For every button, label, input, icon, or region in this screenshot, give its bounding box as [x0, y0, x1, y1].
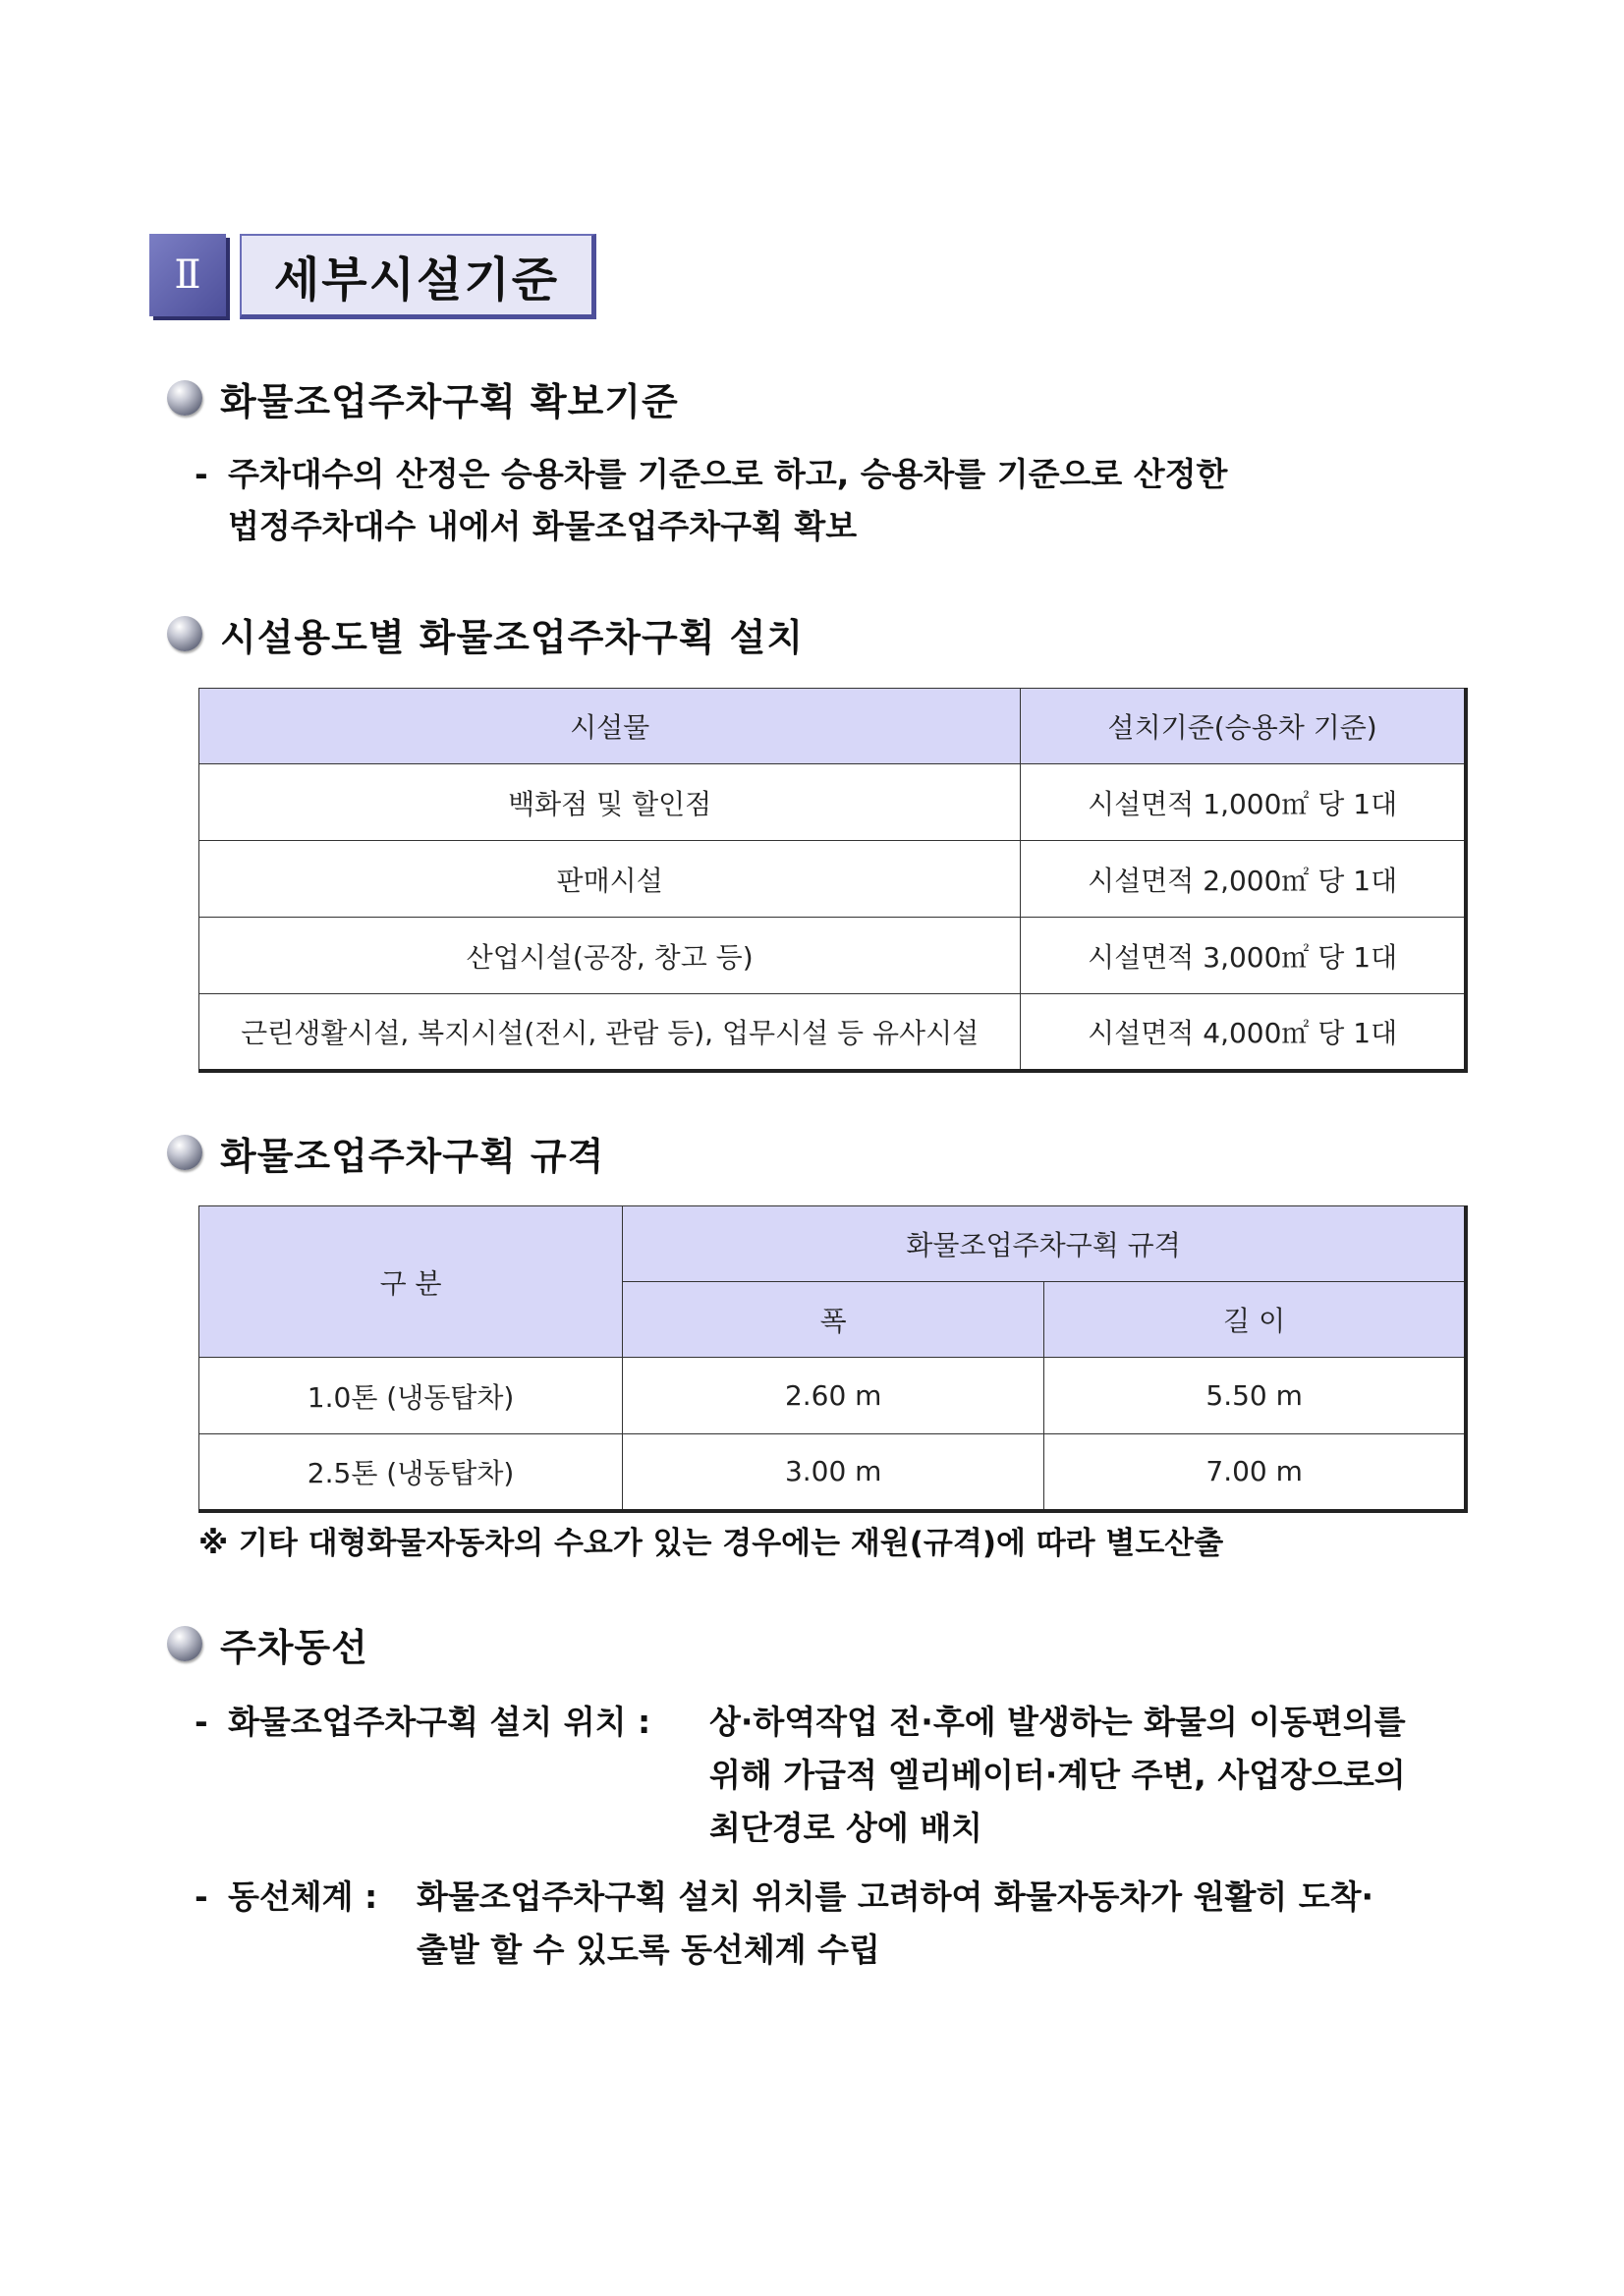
flow-item-text: 출발 할 수 있도록 동선체계 수립 [417, 1931, 880, 1969]
table-header: 설치기준(승용차 기준) [1021, 689, 1466, 764]
paragraph-line: - 주차대수의 산정은 승용차를 기준으로 하고, 승용차를 기준으로 산정한 [195, 449, 1227, 500]
flow-item-label: - 동선체계 : [195, 1871, 377, 1924]
chapter-number: Ⅱ [149, 234, 226, 316]
dash-bullet: - [195, 1877, 208, 1916]
flow-item-text: 최단경로 상에 배치 [709, 1809, 983, 1847]
section-title: 주차동선 [220, 1625, 368, 1669]
sphere-bullet-icon [167, 616, 202, 651]
flow-item-text: 화물조업주차구획 설치 위치를 고려하여 화물자동차가 원활히 도착· [417, 1877, 1374, 1916]
table-header: 시설물 [199, 689, 1021, 764]
section-heading-1 [167, 373, 679, 422]
table-header: 구 분 [199, 1206, 623, 1358]
paragraph-line: 법정주차대수 내에서 화물조업주차구획 확보 [228, 507, 858, 545]
section-heading-3 [167, 1128, 604, 1177]
sphere-bullet-icon [167, 380, 202, 416]
section-title: 시설용도별 화물조업주차구획 설치 [220, 615, 805, 659]
dash-bullet: - [195, 1703, 208, 1741]
table-header: 폭 [623, 1282, 1044, 1358]
flow-item-text: 상·하역작업 전·후에 발생하는 화물의 이동편의를 [709, 1703, 1406, 1741]
table-cell: 시설면적 1,000㎡ 당 1대 [1021, 764, 1466, 841]
table-header: 화물조업주차구획 규격 [623, 1206, 1466, 1282]
table-cell: 시설면적 2,000㎡ 당 1대 [1021, 841, 1466, 918]
sphere-bullet-icon [167, 1626, 202, 1661]
flow-item-text: 위해 가급적 엘리베이터·계단 주변, 사업장으로의 [709, 1756, 1406, 1794]
table-header: 길 이 [1044, 1282, 1466, 1358]
table-cell: 판매시설 [199, 841, 1021, 918]
table-cell: 2.5톤 (냉동탑차) [199, 1434, 623, 1511]
table-cell: 산업시설(공장, 창고 등) [199, 918, 1021, 994]
flow-item-label: - 화물조업주차구획 설치 위치 : [195, 1696, 650, 1749]
section-title: 화물조업주차구획 확보기준 [220, 379, 679, 423]
table-cell: 1.0톤 (냉동탑차) [199, 1358, 623, 1434]
chapter-title: 세부시설기준 [240, 234, 596, 319]
table-cell: 시설면적 4,000㎡ 당 1대 [1021, 994, 1466, 1071]
table-footnote: ※ 기타 대형화물자동차의 수요가 있는 경우에는 재원(규격)에 따라 별도산출 [198, 1526, 1224, 1561]
table-cell: 7.00 m [1044, 1434, 1466, 1511]
section-heading-4 [167, 1619, 368, 1668]
table-cell: 근린생활시설, 복지시설(전시, 관람 등), 업무시설 등 유사시설 [199, 994, 1021, 1071]
parking-spec-table [198, 1205, 1468, 1513]
table-cell: 3.00 m [623, 1434, 1044, 1511]
table-cell: 2.60 m [623, 1358, 1044, 1434]
section-heading-2 [167, 609, 804, 658]
sphere-bullet-icon [167, 1135, 202, 1170]
facility-standard-table [198, 688, 1468, 1073]
table-cell: 시설면적 3,000㎡ 당 1대 [1021, 918, 1466, 994]
table-cell: 백화점 및 할인점 [199, 764, 1021, 841]
dash-bullet: - [195, 455, 208, 493]
table-cell: 5.50 m [1044, 1358, 1466, 1434]
section-title: 화물조업주차구획 규격 [220, 1134, 605, 1178]
